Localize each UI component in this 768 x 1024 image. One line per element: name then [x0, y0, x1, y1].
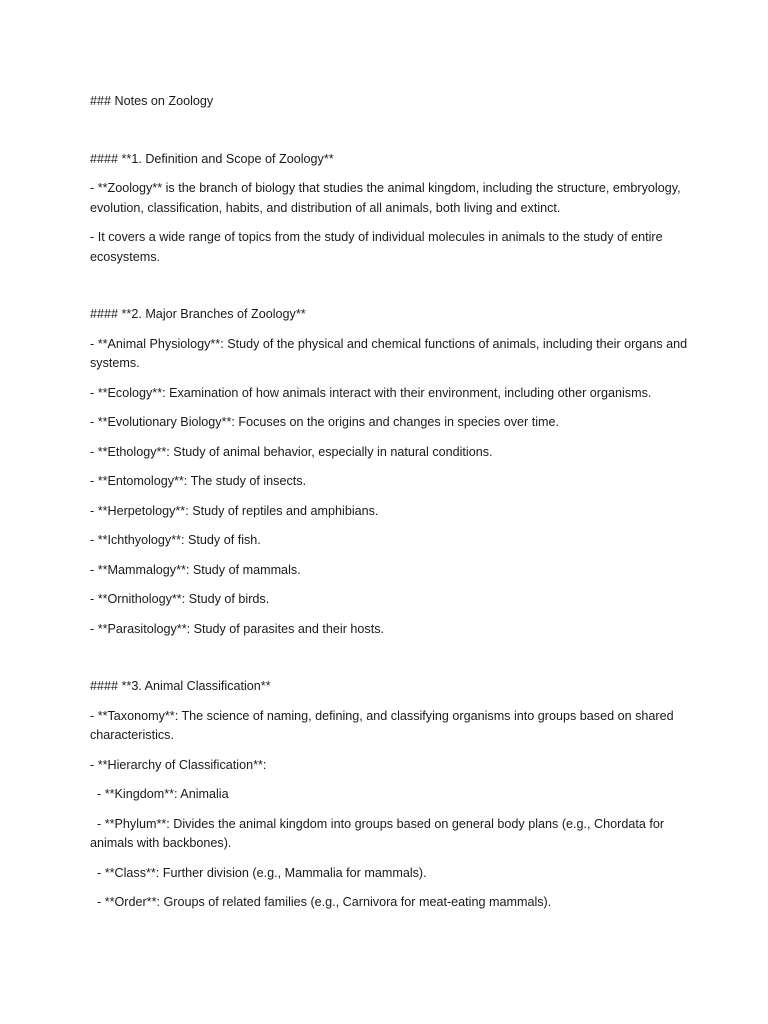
- list-item: - **Hierarchy of Classification**:: [90, 757, 267, 772]
- list-item: - **Kingdom**: Animalia: [90, 787, 229, 801]
- list-item: - **Mammalogy**: Study of mammals.: [90, 562, 301, 577]
- section-branches: [90, 305, 691, 639]
- list-item: - **Order**: Groups of related families (e.g., Carnivora for meat-eating mammals).: [90, 895, 552, 909]
- section-heading: #### **1. Definition and Scope of Zoology**: [90, 151, 334, 166]
- list-item: - **Parasitology**: Study of parasites and their hosts.: [90, 621, 385, 636]
- list-item: - **Ecology**: Examination of how animals interact with their environment, including other organisms.: [90, 385, 652, 400]
- section-heading: #### **2. Major Branches of Zoology**: [90, 307, 306, 321]
- section-classification: [90, 677, 688, 913]
- document-title: ### Notes on Zoology: [90, 94, 214, 108]
- list-item: - **Ethology**: Study of animal behavior, especially in natural conditions.: [90, 444, 493, 459]
- list-item: - **Ornithology**: Study of birds.: [90, 592, 270, 606]
- list-item: - **Phylum**: Divides the animal kingdom into groups based on general body plans (e.g., Chordata for animals with backbones).: [90, 816, 668, 850]
- list-item: - **Ichthyology**: Study of fish.: [90, 533, 261, 547]
- list-item: - **Entomology**: The study of insects.: [90, 474, 307, 488]
- paragraph: - **Zoology** is the branch of biology that studies the animal kingdom, including the structure, embryology, evolution, classification, habits, and distribution of all animals, both living and extinct.: [90, 181, 685, 215]
- section-definition: [90, 150, 688, 268]
- list-item: - **Herpetology**: Study of reptiles and amphibians.: [90, 503, 379, 518]
- list-item: - **Animal Physiology**: Study of the physical and chemical functions of animals, including their organs and systems.: [90, 336, 691, 370]
- paragraph: - It covers a wide range of topics from the study of individual molecules in animals to the study of entire ecosystems.: [90, 230, 667, 264]
- list-item: - **Evolutionary Biology**: Focuses on the origins and changes in species over time.: [90, 415, 560, 429]
- list-item: - **Taxonomy**: The science of naming, defining, and classifying organisms into groups based on shared characteristics.: [90, 708, 678, 742]
- section-heading: #### **3. Animal Classification**: [90, 679, 271, 693]
- list-item: - **Class**: Further division (e.g., Mammalia for mammals).: [90, 865, 427, 880]
